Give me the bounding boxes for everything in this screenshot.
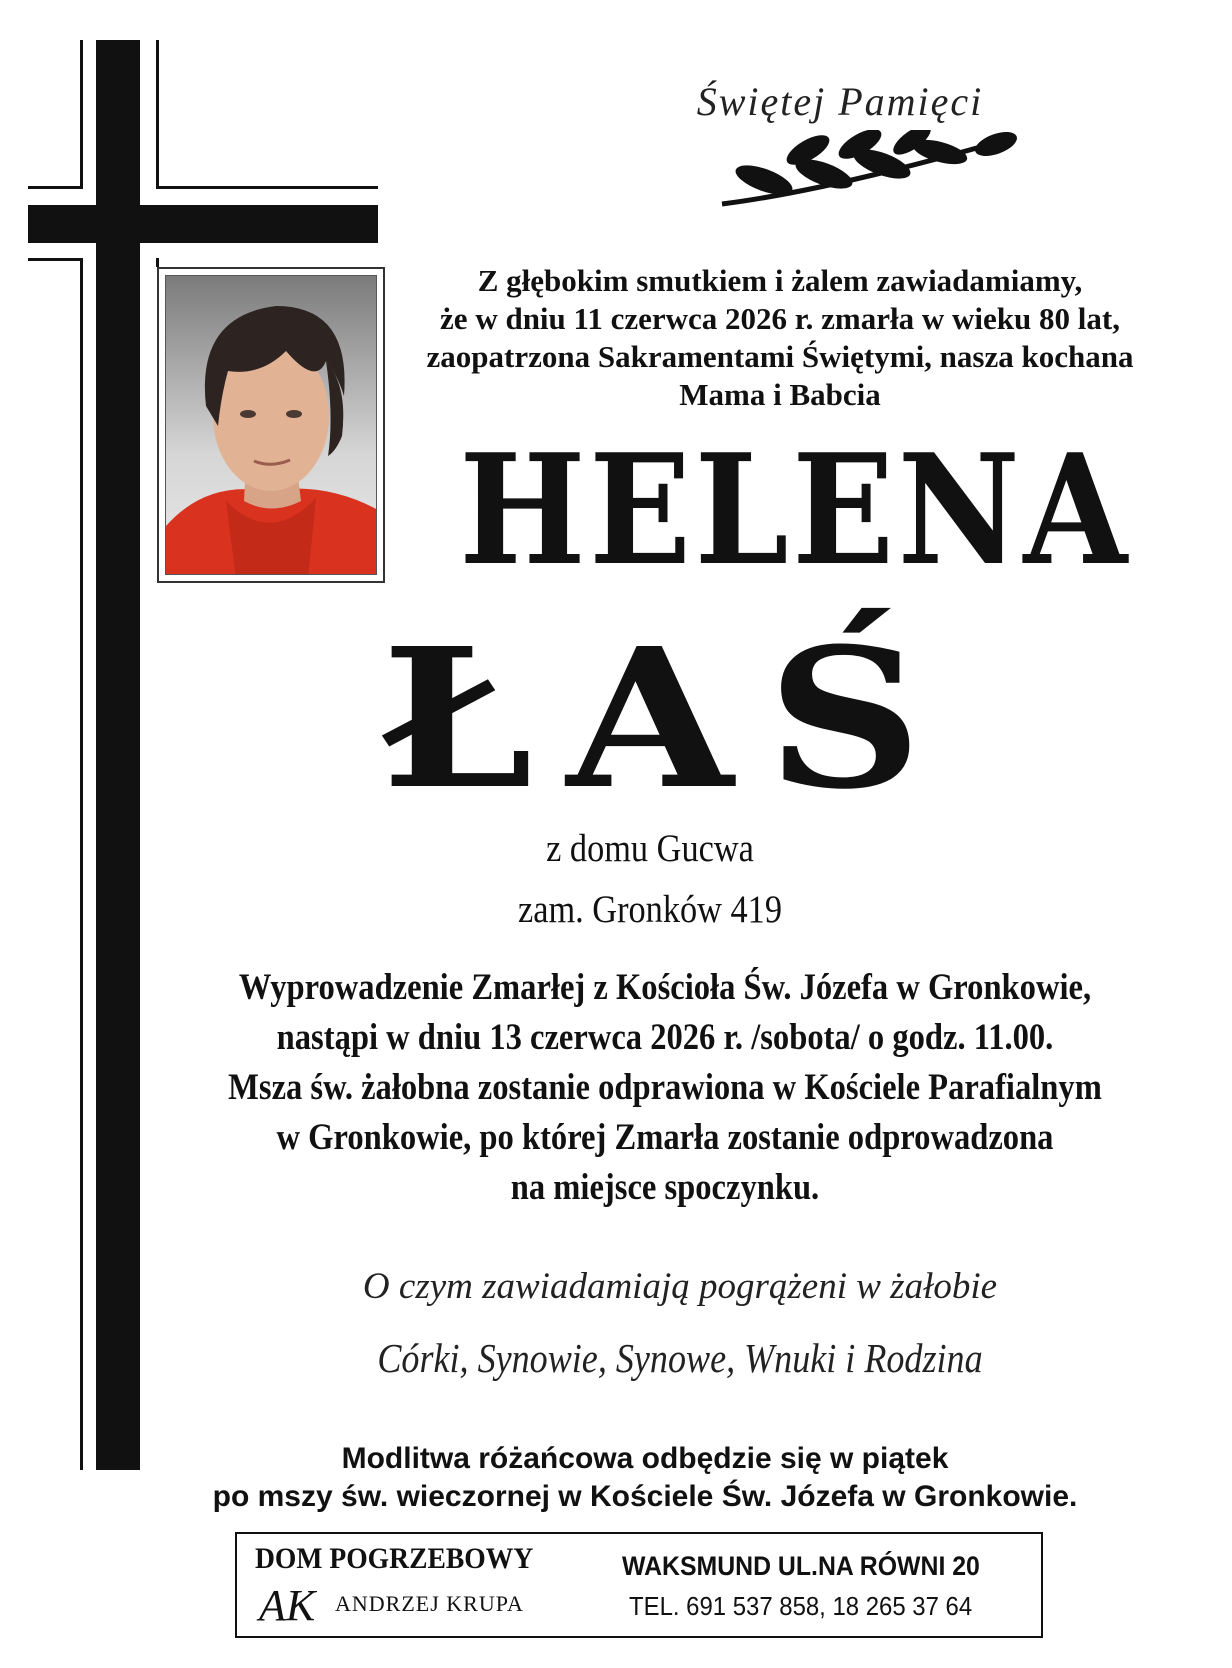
ceremony-line-3: Msza św. żałobna zostanie odprawiona w Kościele Parafialnym xyxy=(228,1067,1102,1108)
cross-outline-left xyxy=(80,40,83,188)
funeral-home-address: WAKSMUND UL.NA RÓWNI 20 xyxy=(622,1551,980,1581)
cross-outline-right-arm xyxy=(156,186,378,189)
residence-address: zam. Gronków 419 xyxy=(517,888,783,931)
memorial-heading: Świętej Pamięci xyxy=(696,79,984,124)
cross-icon-horizontal xyxy=(28,205,378,243)
portrait-illustration xyxy=(166,276,377,575)
maiden-name: z domu Gucwa xyxy=(546,827,754,870)
deceased-first-name: HELENA xyxy=(459,420,1131,599)
ceremony-details xyxy=(212,963,1118,1213)
deceased-last-name: ŁAŚ xyxy=(380,607,956,832)
cross-outline-left-arm xyxy=(28,186,83,189)
ceremony-line-2: nastąpi w dniu 13 czerwca 2026 r. /sobota/ o godz. 11.00. xyxy=(276,1017,1054,1058)
cross-outline-left-lower-arm xyxy=(28,258,83,261)
intro-line-2: że w dniu 11 czerwca 2026 r. zmarła w wieku 80 lat, xyxy=(440,301,1120,336)
ak-monogram-logo: AK xyxy=(259,1581,316,1630)
cross-outline-left-lower xyxy=(80,260,83,1470)
mourners-family: Córki, Synowie, Synowe, Wnuki i Rodzina xyxy=(377,1335,983,1381)
rosary-line-1: Modlitwa różańcowa odbędzie się w piątek xyxy=(341,1442,949,1475)
portrait-photo xyxy=(157,267,385,583)
funeral-home-box xyxy=(235,1532,1043,1638)
funeral-home-name: DOM POGRZEBOWY xyxy=(255,1542,534,1575)
intro-line-4: Mama i Babcia xyxy=(679,377,881,412)
laurel-branch-icon xyxy=(712,130,1022,212)
rosary-line-2: po mszy św. wieczornej w Kościele Św. Józefa w Gronkowie. xyxy=(212,1480,1078,1513)
portrait-image xyxy=(165,275,377,575)
ceremony-line-4: w Gronkowie, po której Zmarła zostanie odprowadzona xyxy=(276,1117,1054,1158)
mourners-intro: O czym zawiadamiają pogrążeni w żałobie xyxy=(362,1266,998,1307)
funeral-home-owner: ANDRZEJ KRUPA xyxy=(335,1591,524,1616)
rosary-notice xyxy=(130,1440,1160,1516)
ceremony-line-5: na miejsce spoczynku. xyxy=(510,1167,820,1208)
funeral-home-phone: TEL. 691 537 858, 18 265 37 64 xyxy=(629,1591,973,1621)
ceremony-line-1: Wyprowadzenie Zmarłej z Kościoła Św. Józefa w Gronkowie, xyxy=(238,967,1092,1008)
cross-outline-right-lower xyxy=(156,258,159,267)
intro-line-3: zaopatrzona Sakramentami Świętymi, nasza kochana xyxy=(426,339,1134,374)
cross-icon-vertical xyxy=(96,40,140,1470)
intro-line-1: Z głębokim smutkiem i żalem zawiadamiamy, xyxy=(477,263,1083,298)
intro-text xyxy=(385,262,1175,414)
cross-outline-right xyxy=(156,40,159,188)
